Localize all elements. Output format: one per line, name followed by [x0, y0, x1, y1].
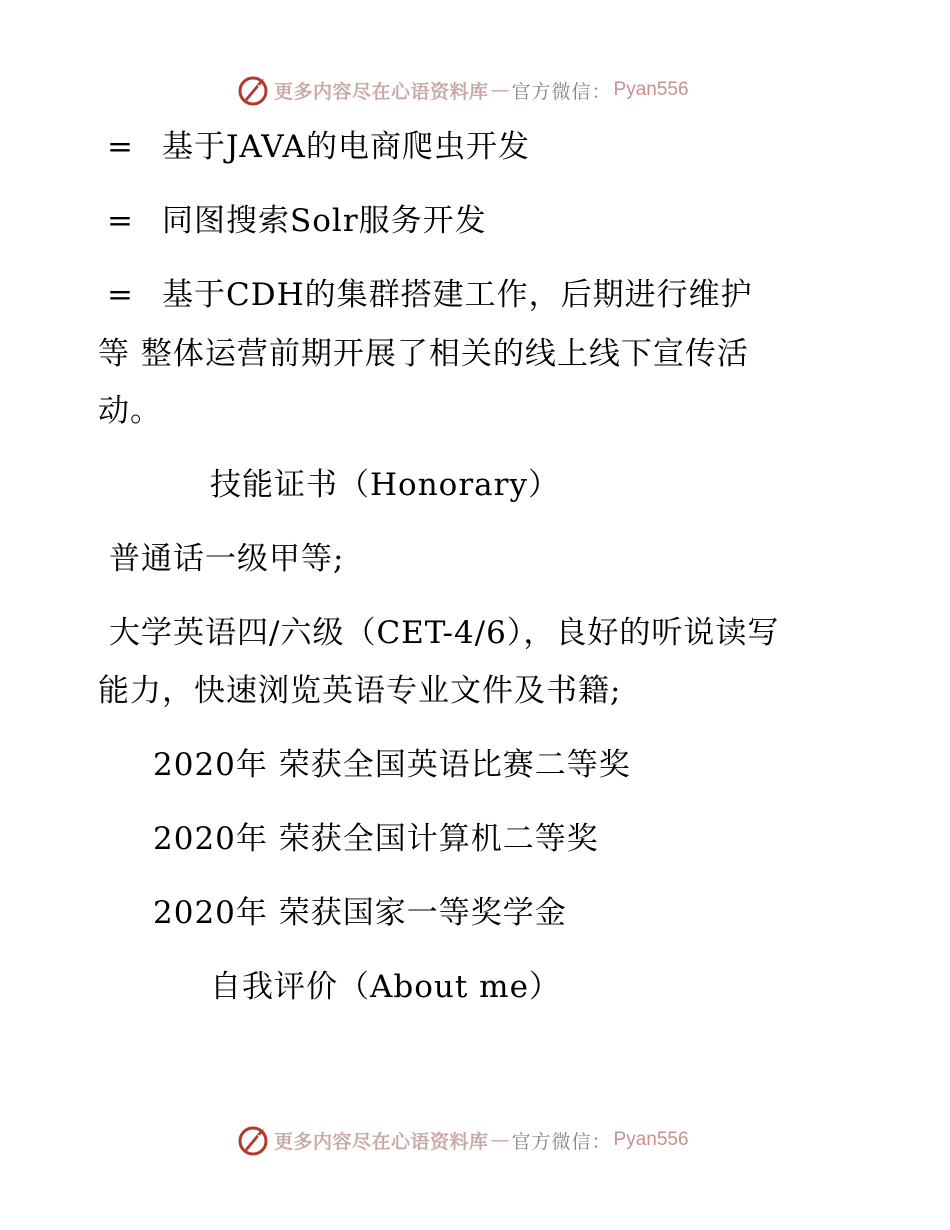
bullet-mark: =	[107, 203, 134, 239]
project-item-text: 基于JAVA的电商爬虫开发	[162, 129, 530, 165]
banner-text: 更多内容尽在心语资料库	[274, 80, 489, 103]
bullet-mark: =	[107, 277, 134, 313]
award-english-competition: 2020年 荣获全国英语比赛二等奖	[153, 747, 631, 783]
banner-wechat-id: Pyan556	[613, 79, 689, 100]
project-item-cdh-cluster-end: 动。	[98, 393, 162, 429]
bullet-mark: =	[107, 129, 134, 165]
banner-text: 更多内容尽在心语资料库	[274, 1130, 489, 1153]
quill-pen-logo-icon	[236, 73, 270, 107]
certificate-cet: 大学英语四/六级（CET-4/6），良好的听说读写	[109, 615, 780, 651]
section-heading-self-evaluation: 自我评价（About me）	[210, 969, 561, 1005]
project-item-cdh-cluster-continued: 等 整体运营前期开展了相关的线上线下宣传活	[98, 336, 749, 372]
section-heading-certificates: 技能证书（Honorary）	[210, 467, 560, 503]
footer-banner	[236, 1123, 689, 1157]
project-item-ecommerce-crawler	[107, 127, 530, 167]
project-item-text: 同图搜索Solr服务开发	[162, 203, 487, 239]
award-national-scholarship: 2020年 荣获国家一等奖学金	[153, 895, 567, 931]
banner-wechat-label: 官方微信：	[511, 1130, 612, 1153]
project-item-solr-search	[107, 201, 487, 241]
certificate-mandarin: 普通话一级甲等;	[109, 541, 345, 577]
quill-pen-logo-icon	[236, 1123, 270, 1157]
certificate-cet-continued: 能力，快速浏览英语专业文件及书籍;	[98, 673, 622, 709]
banner-dash: —	[490, 79, 510, 101]
banner-dash: —	[490, 1129, 510, 1151]
project-item-cdh-cluster	[107, 275, 753, 315]
banner-wechat-label: 官方微信：	[511, 80, 612, 103]
banner-wechat-id: Pyan556	[613, 1129, 689, 1150]
project-item-text: 基于CDH的集群搭建工作，后期进行维护	[162, 277, 753, 313]
award-computer-competition: 2020年 荣获全国计算机二等奖	[153, 821, 599, 857]
header-banner	[236, 73, 689, 107]
